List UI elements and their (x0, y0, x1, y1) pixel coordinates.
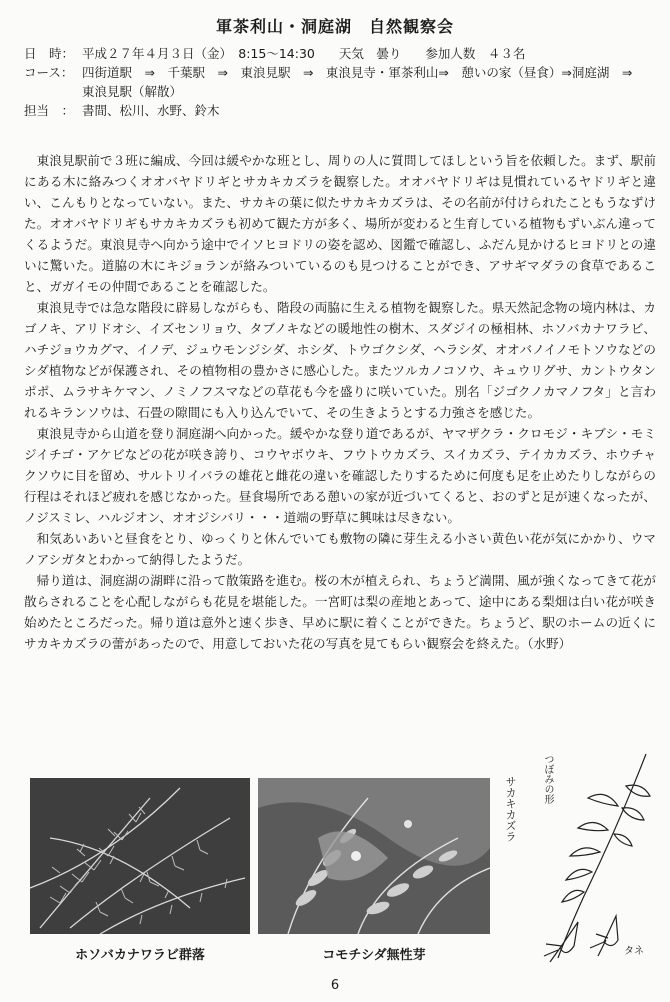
sketch-note-name: サカキカズラ (504, 776, 517, 842)
fern-colony-photo (30, 778, 250, 934)
bulblet-fern-photo (258, 778, 490, 934)
photo-caption-1: ホソバカナワラビ群落 (75, 948, 205, 963)
photo-caption-2: コモチシダ無性芽 (322, 948, 426, 963)
participants: 参加人数 ４３名 (425, 46, 526, 61)
staff-value: 書間、松川、水野、鈴木 (82, 103, 220, 118)
course-row (24, 63, 654, 101)
date-row (24, 44, 654, 63)
event-info (24, 44, 654, 120)
staff-label: 担当 ： (24, 103, 75, 118)
page-number: 6 (330, 978, 340, 993)
staff-row (24, 101, 654, 120)
date-label: 日 時： (24, 46, 75, 61)
weather: 天気 曇り (338, 46, 402, 61)
paragraph: 和気あいあいと昼食をとり、ゆっくりと休んでいても敷物の隣に芽生える小さい黄色い花が気にかかり、ウマノアシガタとわかって納得したようだ。 (24, 531, 656, 567)
date-value: 平成２７年４月３日（金） 8:15～14:30 (82, 46, 315, 61)
course-label: コース： (24, 65, 74, 80)
hand-sketch (498, 746, 658, 978)
course-value: 四街道駅 ⇒ 千葉駅 ⇒ 東浪見駅 ⇒ 東浪見寺・軍茶利山⇒ 憩いの家（昼食）⇒洞庭湖 ⇒ 東浪見駅（解散） (82, 65, 645, 99)
sketch-note-seed: タネ (624, 946, 644, 957)
paragraph: 帰り道は、洞庭湖の湖畔に沿って散策路を進む。桜の木が植えられ、ちょうど満開、風が強くなってきて花が散らされることを心配しながらも花見を堪能した。一宮町は梨の産地とあって、途中にある梨畑は白い花が咲き始めたところだった。帰り道は意外と速く歩き、早めに駅に着くことができた。ちょうど、駅のホームの近くにサカキカズラの蕾があったので、用意しておいた花の写真を見てもらい観察会を終えた。（水野） (24, 573, 656, 651)
sketch-note-bud: つぼみの形 (542, 754, 553, 804)
paragraph: 東浪見寺から山道を登り洞庭湖へ向かった。緩やかな登り道であるが、ヤマザクラ・クロモジ・キブシ・モミジイチゴ・アケビなどの花が咲き誇り、コウヤボウキ、フウトウカズラ、スイカズラ、テイカカズラ、ホウチャクソウに目を留め、サルトリイバラの雄花と雌花の違いを確認したりするために何度も足を止めたりしながらの行程はそれほど疲れを感じなかった。昼食場所である憩いの家が近づいてくると、おのずと足が速くなったが、ノジスミレ、ハルジオン、オオジシバリ・・・道端の野草に興味は尽きない。 (24, 426, 656, 525)
page-title: 軍茶利山・洞庭湖 自然観察会 (215, 17, 454, 36)
report-body (24, 150, 656, 654)
paragraph: 東浪見寺では急な階段に辟易しながらも、階段の両脇に生える植物を観察した。県天然記念物の境内林は、カゴノキ、アリドオシ、イズセンリョウ、タブノキなどの暖地性の樹木、スダジイの極相林、ホソバカナワラビ、ハチジョウカグマ、イノデ、ジュウモンジシダ、ホシダ、トウゴクシダ、ヘラシダ、オオバノイノモトソウなどのシダ植物などが保護され、その植物相の豊かさに感心した。またツルカノコソウ、キュウリグサ、カントウタンポポ、ムラサキケマン、ノミノフスマなどの草花も今を盛りに咲いていた。別名「ジゴクノカマノフタ」と言われるキランソウは、石畳の隙間にも入り込んでいて、その生きようとする力強さを感じた。 (24, 300, 656, 420)
paragraph: 東浪見駅前で３班に編成、今回は緩やかな班とし、周りの人に質問してほしという旨を依頼した。まず、駅前にある木に絡みつくオオバヤドリギとサカキカズラを観察した。オオバヤドリギは見慣れているヤドリギと違い、こんもりとなっていない。また、サカキの葉に似たサカキカズラは、その名前が付けられたこともうなずけた。オオバヤドリギもサカキカズラも初めて観た方が多く、場所が変わると生育している植物もずいぶん違ってくるようだ。東浪見寺へ向かう途中でイソヒヨドリの姿を認め、図鑑で確認し、ふだん見かけるヒヨドリとの違いに驚いた。道脇の木にキジョランが絡みついているのも見つけることができ、アサギマダラの食草であること、ガガイモの仲間であることを確認した。 (24, 153, 656, 294)
